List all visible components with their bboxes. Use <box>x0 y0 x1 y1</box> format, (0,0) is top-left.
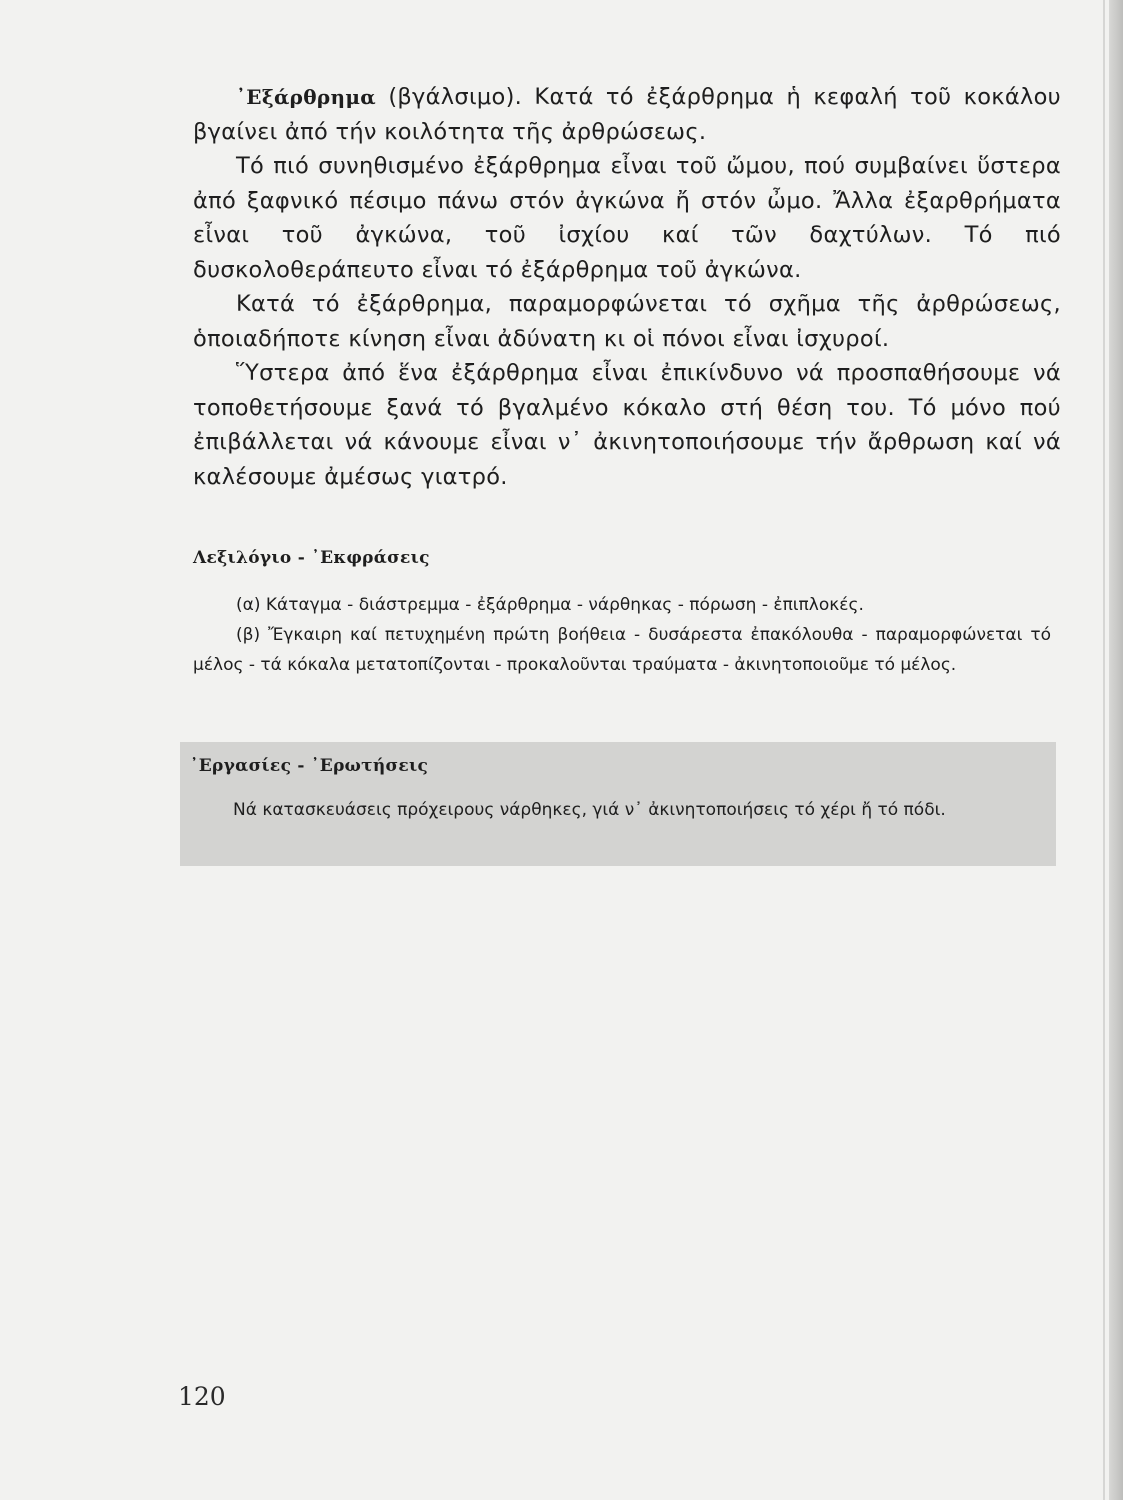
paragraph-symptoms: Κατά τό ἐξάρθρημα, παραμορφώνεται τό σχῆμα τῆς ἀρθρώσεως, ὁποιαδήποτε κίνηση εἶναι ἀδύνατη κι οἱ πόνοι εἶναι ἰσχυροί. <box>193 291 1061 352</box>
vocabulary-heading: Λεξιλόγιο - ᾿Εκφράσεις <box>193 548 430 568</box>
page-edge <box>1109 0 1123 1500</box>
vocabulary-item-a: (α) Κάταγμα - διάστρεμμα - ἐξάρθρημα - νάρθηκας - πόρωση - ἐπιπλοκές. <box>236 595 864 615</box>
tasks-heading: ᾿Εργασίες - ᾿Ερωτήσεις <box>190 756 429 776</box>
definition-text: (βγάλσιμο). Κατά τό ἐξάρθρημα ἡ κεφαλή τοῦ κοκάλου βγαίνει ἀπό τήν κοιλότητα τῆς ἀρθρώσεως. <box>193 84 1061 145</box>
paragraph-common-dislocations: Τό πιό συνηθισμένο ἐξάρθρημα εἶναι τοῦ ὤμου, πού συμβαίνει ὕστερα ἀπό ξαφνικό πέσιμο πάνω στόν ἀγκώνα ἤ στόν ὦμο. Ἄλλα ἐξαρθρήματα εἶναι τοῦ ἀγκώνα, τοῦ ἰσχίου καί τῶν δαχτύλων. Τό πιό δυσκολοθεράπευτο εἶναι τό ἐξάρθρημα τοῦ ἀγκώνα. <box>193 153 1061 283</box>
term-dislocation: ᾿Εξάρθρημα <box>236 85 376 109</box>
vocabulary-list <box>193 590 1051 680</box>
page-edge-line <box>1103 0 1105 1500</box>
tasks-box <box>180 742 1056 866</box>
page-number: 120 <box>178 1382 226 1411</box>
paragraph-treatment: Ὕστερα ἀπό ἕνα ἐξάρθρημα εἶναι ἐπικίνδυνο νά προσπαθήσουμε νά τοποθετήσουμε ξανά τό βγαλμένο κόκαλο στή θέση του. Τό μόνο πού ἐπιβάλλεται νά κάνουμε εἶναι ν᾿ ἀκινητοποιήσουμε τήν ἄρθρωση καί νά καλέσουμε ἀμέσως γιατρό. <box>193 360 1061 490</box>
vocabulary-item-b: (β) Ἔγκαιρη καί πετυχημένη πρώτη βοήθεια - δυσάρεστα ἐπακόλουθα - παραμορφώνεται τό μέλος - τά κόκαλα μετατοπίζονται - προκαλοῦνται τραύματα - ἀκινητοποιοῦμε τό μέλος. <box>193 625 1051 675</box>
main-text <box>193 80 1061 494</box>
paragraph-dislocation-definition <box>193 80 1061 149</box>
tasks-text: Νά κατασκευάσεις πρόχειρους νάρθηκες, γιά ν᾿ ἀκινητοποιήσεις τό χέρι ἤ τό πόδι. <box>233 800 946 820</box>
